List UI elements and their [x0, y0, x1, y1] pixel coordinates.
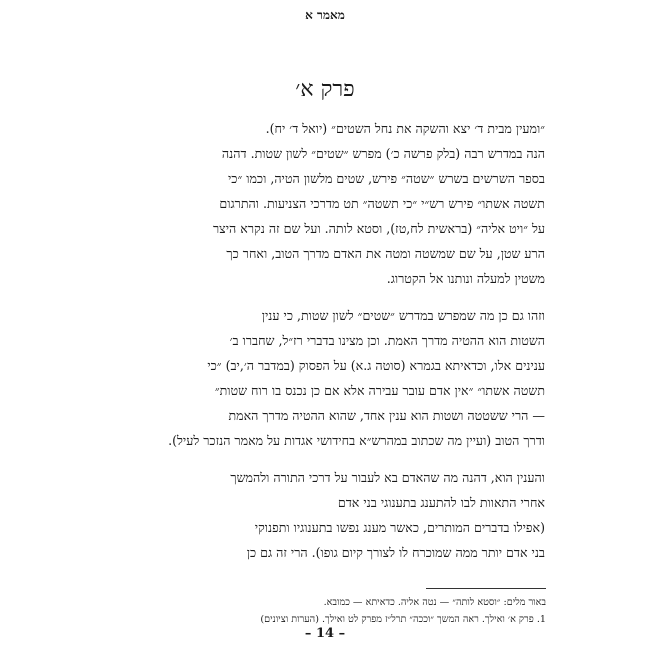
- paragraph: [105, 465, 545, 565]
- body-text: [105, 116, 545, 565]
- text-line: ענינים אלו, וכדאיתא בגמרא (סוטה ג.א) על הפסוק (במדבר ה׳,יב) ״כי: [207, 358, 545, 373]
- text-line: ״ומעין מבית ד׳ יצא והשקה את נחל השטים״ (יואל ד׳ יח).: [265, 121, 545, 136]
- running-head: מאמר א: [305, 8, 345, 22]
- paragraph: [105, 303, 545, 453]
- text-line: השטות הוא ההטיה מדרך האמת. וכן מצינו בדברי רז״ל, שחברו ב׳: [229, 333, 545, 348]
- text-line: הנה במדרש רבה (בלק פרשה כ׳) מפרש ״שטים״ לשון שטות. דהנה: [221, 146, 545, 161]
- text-line: אחרי התאוות לבו להתענג בתענוגי בני אדם: [337, 495, 545, 510]
- footnotes: [106, 594, 546, 628]
- text-line: וזהו גם כן מה שמפרש במדרש ״שטים״ לשון שטות, כי ענין: [261, 308, 545, 323]
- text-line: משטין למעלה ונותנו אל הקטרוג.: [386, 271, 545, 286]
- text-line: תשטה אשתו״ פירש רש״י ״כי תשטה״ תט מדרכי הצניעות. והתרגום: [219, 196, 545, 211]
- chapter-title: פרק א׳: [295, 77, 355, 102]
- text-line: בני אדם יותר ממה שמוכרח לו לצורך קיום גופו). הרי זה גם כן: [246, 545, 545, 560]
- page-number: – 14 –: [304, 626, 346, 641]
- footnote-divider: [426, 588, 546, 589]
- text-line: על ״ויט אליה״ (בראשית לח,טז), וסטא לותה. ועל שם זה נקרא היצר: [212, 221, 545, 236]
- footnote: 1. פרק א׳ ואילך. ראה המשך ״וככה״ תרל״ז מפרק לט ואילך. (הערות וציונים): [260, 614, 546, 625]
- text-line: ודרך הטוב (ועיין מה שכתוב במהרש״א בחידושי אגדות על מאמר הנזכר לעיל).: [168, 433, 545, 448]
- footnote: באור מלים: ״וסטא לותה״ — נטה אליה. כדאיתא — כמובא.: [323, 597, 546, 608]
- text-line: — הרי ששטטה ושטות הוא ענין אחד, שהוא ההטיה מדרך האמת: [228, 408, 545, 423]
- text-line: והענין הוא, דהנה מה שהאדם בא לעבור על דרכי התורה ולהמשך: [230, 470, 545, 485]
- text-line: בספר השרשים בשרש ״שטה״ פירש, שטים מלשון הטיה, וכמו ״כי: [228, 171, 545, 186]
- paragraph: [105, 116, 545, 291]
- text-line: הרע שטן, על שם שמשטה ומטה את האדם מדרך הטוב, ואחר כך: [226, 246, 545, 261]
- text-line: (אפילו בדברים המותרים, כאשר מענג נפשו בתענוגיו ותפנוקי: [254, 520, 545, 535]
- text-line: תשטה אשתו״ ״אין אדם עובר עבירה אלא אם כן נכנס בו רוח שטות״: [214, 383, 545, 398]
